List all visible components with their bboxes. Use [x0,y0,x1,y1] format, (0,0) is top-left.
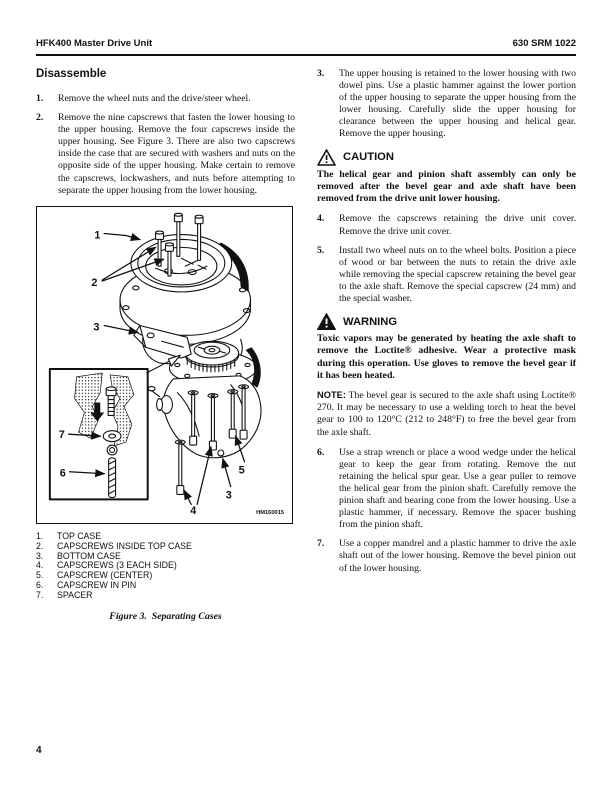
right-column [317,68,576,575]
step-text: Use a strap wrench or place a wood wedge under the helical gear to keep the gear from rotating. Remove the nut retaining the helical spur gear. Use a gear puller to remove the helical gear from the pinion shaft. Carefully remove the pinion shaft and bearing cone from the lower housing. Use a plastic hammer, if necessary. Remove the spacer bushing from the pinion shaft. [339,446,576,531]
legend-label: BOTTOM CASE [57,550,121,561]
callout-6: 6 [59,467,66,480]
warning-triangle-icon [317,313,336,330]
legend-label: CAPSCREW IN PIN [57,580,137,591]
figure-legend [36,532,295,601]
legend-number: 4. [36,560,44,571]
legend-number: 2. [36,540,44,551]
callout-3b: 3 [225,489,232,502]
note-label: NOTE: [317,390,346,401]
note-paragraph [317,390,576,438]
figure-code: HM160015 [256,509,285,516]
legend-label: CAPSCREWS (3 EACH SIDE) [57,560,177,571]
callout-5: 5 [238,464,245,477]
step-number: 5. [317,244,325,256]
callout-4: 4 [190,504,197,517]
step-item [317,213,576,237]
caution-heading [317,149,576,166]
legend-number: 1. [36,530,44,541]
header-rule [36,54,576,56]
step-item [317,538,576,574]
step-text: The upper housing is retained to the lower housing with two dowel pins. Use a plastic hammer against the lower portion of the upper housing to separate the upper housing from the lower housing. Carefully slide the upper housing for clearance between the upper housing and helical gear. Remove the upper housing. [339,68,576,140]
step-text: Use a copper mandrel and a plastic hammer to drive the axle shaft out of the lower housing. Remove the bevel pinion out of the lower housing. [339,538,576,574]
figure-caption: Figure 3. Separating Cases [109,611,222,623]
legend-number: 7. [36,590,44,601]
step-item [36,112,295,197]
legend-row [36,591,295,601]
step-number: 1. [36,93,44,104]
warning-label: WARNING [343,315,398,328]
step-item [317,245,576,305]
step-item [36,93,295,105]
step-number: 2. [36,112,44,124]
step-text: Remove the wheel nuts and the drive/steer wheel. [58,93,251,104]
callout-1: 1 [94,229,101,242]
step-text: Remove the nine capscrews that fasten the lower housing to the upper housing. Remove the four capscrews inside the upper housing. See Figure 3. There are also two capscrews inside the case that are secured with washers and nuts on the opposite side of the upper housing. Make certain to remove the capscrews, lockwashers, and nuts before attempting to separate the upper housing from the lower housing. [58,112,295,196]
caution-triangle-icon [317,149,336,166]
step-number: 4. [317,213,325,225]
legend-label: TOP CASE [57,530,102,541]
note-text: The bevel gear is secured to the axle shaft using Loctite® 270. It may be necessary to use a welding torch to heat the bevel gear to 100 to 120°C (212 to 248°F) to free the bevel gear from the axle shaft. [317,390,576,438]
figure-illustration-drive-unit [37,207,292,523]
caution-body: The helical gear and pinion shaft assembly can only be removed after the bevel gear and axle shaft have been removed from the drive unit lower housing. [317,168,576,205]
legend-label: CAPSCREWS INSIDE TOP CASE [57,540,192,551]
header-left-title: HFK400 Master Drive Unit [36,38,153,49]
legend-number: 5. [36,570,44,581]
step-number: 3. [317,68,325,79]
top-case [131,234,232,291]
legend-number: 6. [36,580,44,591]
step-text: Remove the capscrews retaining the drive unit cover. Remove the drive unit cover. [339,213,576,237]
callout-3: 3 [93,321,100,334]
step-item [317,447,576,532]
step-number: 6. [317,446,325,458]
header-right-title: 630 SRM 1022 [512,38,576,49]
legend-number: 3. [36,550,44,561]
caution-label: CAUTION [343,151,394,164]
callout-2: 2 [91,276,98,289]
page-number: 4 [36,745,42,756]
step-text: Install two wheel nuts on to the wheel bolts. Position a piece of wood or bar between the nuts to retain the drive axle while removing the special capscrew retaining the bevel gear to the axle shaft. Remove the special capscrew (24 mm) and the special washer. [339,244,576,305]
legend-label: CAPSCREW (CENTER) [57,570,153,581]
left-column [36,68,295,622]
section-heading: Disassemble [36,68,107,80]
warning-heading [317,313,576,330]
step-number: 7. [317,538,325,550]
legend-label: SPACER [57,590,93,601]
callout-7: 7 [58,428,65,441]
step-item [317,68,576,141]
warning-body: Toxic vapors may be generated by heating the axle shaft to remove the Loctite® adhesive. Wear a protective mask during this operation. Use gloves to remove the bevel gear if it has been heated. [317,333,576,381]
figure-frame [36,206,293,524]
